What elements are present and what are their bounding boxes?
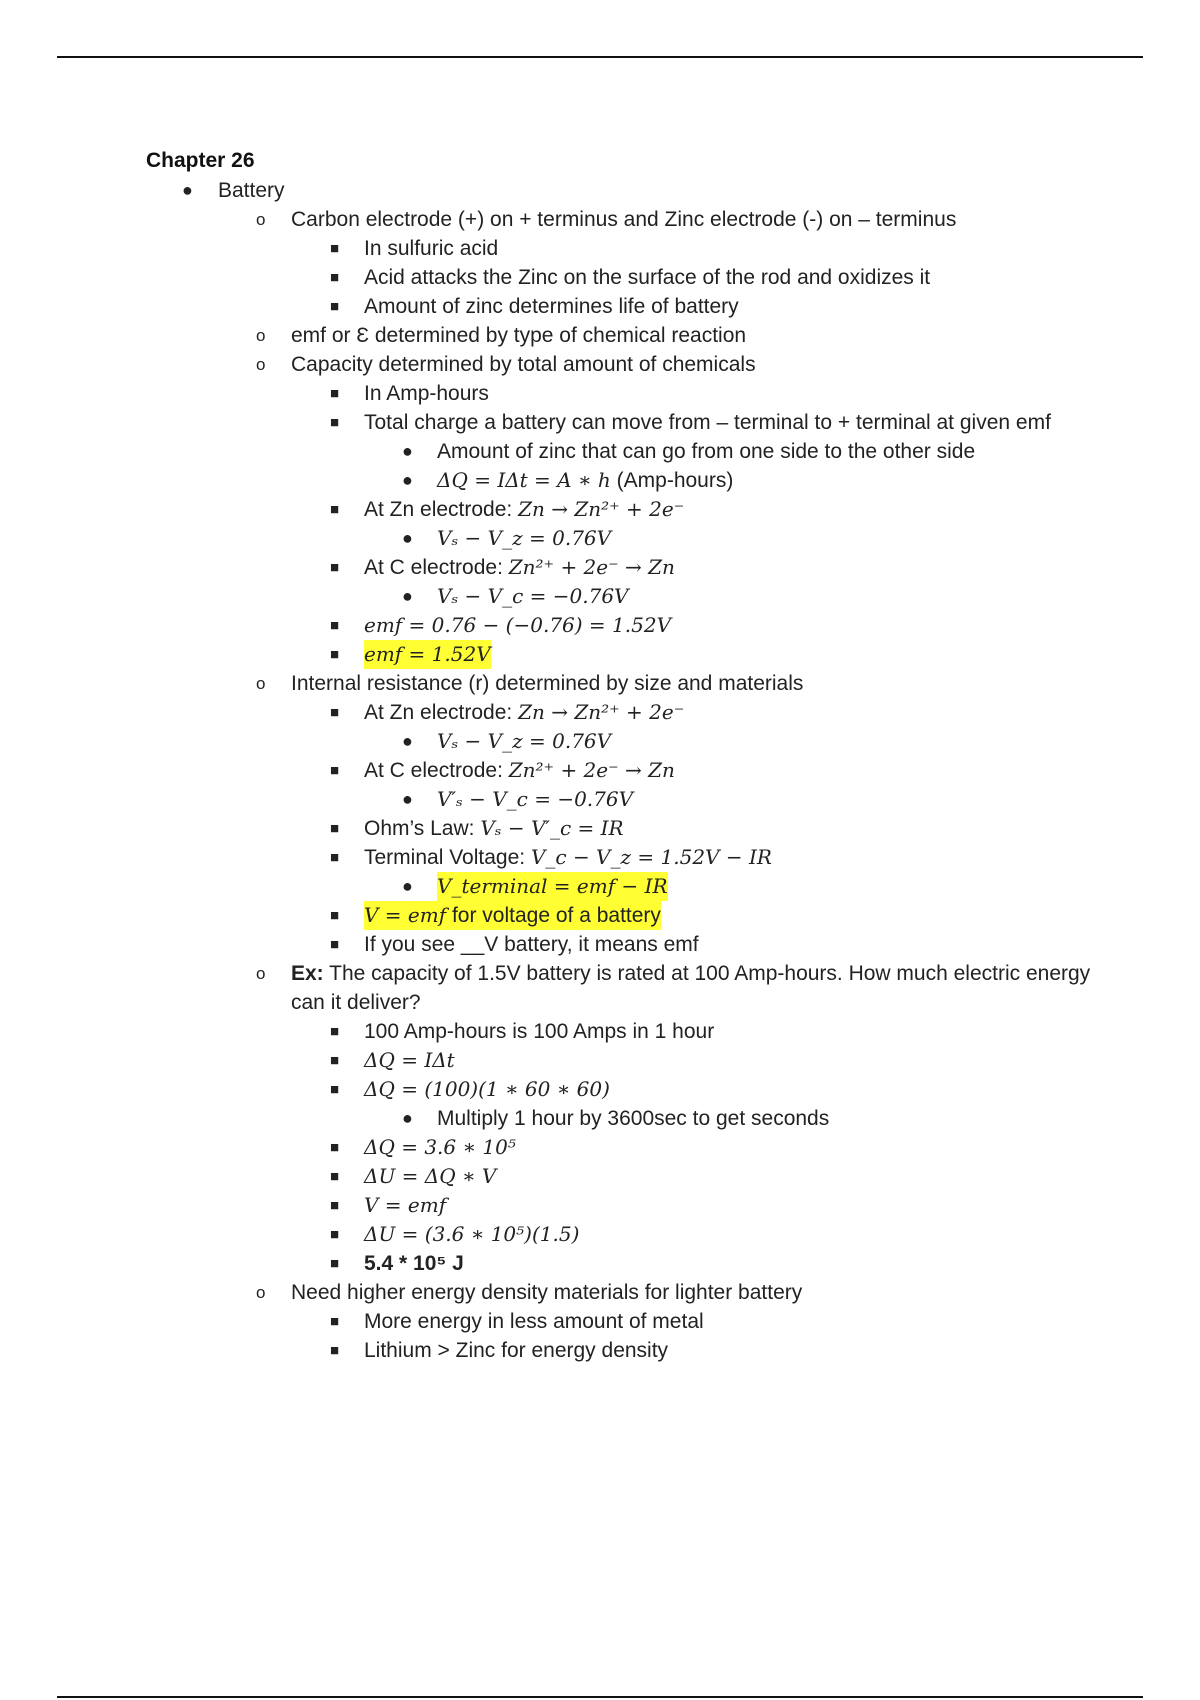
outline-line <box>146 524 1086 553</box>
line-content <box>364 237 498 260</box>
outline-line <box>146 1162 1086 1191</box>
bullet-marker: ● <box>402 731 413 751</box>
line-content <box>218 179 285 202</box>
line-text: Amount of zinc that can go from one side to the other side <box>437 440 976 463</box>
line-text: Multiply 1 hour by 3600sec to get seconds <box>437 1107 830 1130</box>
bullet-marker: ● <box>402 1108 413 1128</box>
line-content <box>364 817 624 840</box>
math-expression: ΔQ = (100)(1 ∗ 60 ∗ 60) <box>364 1077 610 1101</box>
bullet-marker: ● <box>402 528 413 548</box>
outline-line <box>146 1220 1086 1249</box>
line-text: Amount of zinc determines life of battery <box>364 295 739 318</box>
bullet-marker: o <box>256 210 266 229</box>
bullet-marker: ● <box>402 586 413 606</box>
bullet-marker: ■ <box>330 907 340 924</box>
line-content <box>364 498 684 521</box>
outline-line <box>146 1017 1086 1046</box>
bullet-marker: ■ <box>330 559 340 576</box>
bullet-marker: ■ <box>330 1226 340 1243</box>
bullet-marker: ■ <box>330 385 340 402</box>
line-content <box>364 382 489 405</box>
line-content <box>364 901 661 930</box>
line-text: At C electrode: <box>364 759 509 782</box>
line-text: emf or Ɛ determined by type of chemical reaction <box>291 324 747 347</box>
bullet-marker: ■ <box>330 414 340 431</box>
line-text: Capacity determined by total amount of chemicals <box>291 353 756 376</box>
bottom-rule <box>57 1696 1143 1698</box>
line-text: In Amp-hours <box>364 382 489 405</box>
bullet-marker: ● <box>402 876 413 896</box>
bullet-marker: ■ <box>330 617 340 634</box>
bullet-marker: ■ <box>330 1139 340 1156</box>
line-content <box>364 846 772 869</box>
math-expression: Zn²⁺ + 2e⁻ → Zn <box>508 758 675 782</box>
outline-line <box>146 350 1086 379</box>
outline-line <box>146 466 1086 495</box>
outline-line <box>146 669 1086 698</box>
line-content <box>291 1281 802 1304</box>
outline-line <box>146 379 1086 408</box>
line-text: Ohm’s Law: <box>364 817 481 840</box>
line-text: Acid attacks the Zinc on the surface of the rod and oxidizes it <box>364 266 931 289</box>
line-content <box>364 759 675 782</box>
line-text: Need higher energy density materials for lighter battery <box>291 1281 803 1304</box>
line-content <box>291 208 956 231</box>
bullet-marker: o <box>256 355 266 374</box>
line-content <box>364 266 930 289</box>
outline-line <box>146 292 1086 321</box>
outline-line <box>146 756 1086 785</box>
outline-line <box>146 640 1086 669</box>
math-expression: Vₛ − V_z = 0.76V <box>437 729 612 753</box>
bullet-marker: ■ <box>330 240 340 257</box>
math-expression: V = emf <box>364 903 447 927</box>
math-expression: Zn → Zn²⁺ + 2e⁻ <box>518 700 685 724</box>
line-content <box>364 1049 455 1072</box>
line-text: In sulfuric acid <box>364 237 499 260</box>
line-content <box>437 1107 829 1130</box>
bullet-marker: ■ <box>330 1081 340 1098</box>
line-content <box>291 962 1090 1014</box>
bullet-marker: ■ <box>330 762 340 779</box>
outline-line <box>146 553 1086 582</box>
line-content <box>437 527 611 550</box>
line-content <box>364 933 699 956</box>
example-label: Ex: <box>291 962 324 985</box>
outline-line <box>146 1075 1086 1104</box>
notes-outline <box>146 176 1091 1365</box>
line-text: Total charge a battery can move from – terminal to + terminal at given emf <box>364 411 1051 434</box>
math-expression: ΔQ = IΔt = A ∗ h <box>437 468 611 492</box>
math-expression: emf = 1.52V <box>364 642 491 666</box>
line-text: If you see __V battery, it means emf <box>364 933 699 956</box>
line-text: 5.4 * 10⁵ J <box>364 1252 464 1275</box>
outline-line <box>146 814 1086 843</box>
line-text: At C electrode: <box>364 556 509 579</box>
line-content <box>291 353 756 376</box>
bullet-marker: ■ <box>330 1052 340 1069</box>
outline-line <box>146 234 1086 263</box>
bullet-marker: o <box>256 326 266 345</box>
bullet-marker: ■ <box>330 820 340 837</box>
line-text: Lithium > Zinc for energy density <box>364 1339 669 1362</box>
line-suffix: for voltage of a battery <box>446 904 661 927</box>
line-text: Carbon electrode (+) on + terminus and Zinc electrode (-) on – terminus <box>291 208 957 231</box>
outline-line <box>146 321 1086 350</box>
bullet-marker: ■ <box>330 704 340 721</box>
line-suffix: (Amp-hours) <box>610 469 734 492</box>
line-text: At Zn electrode: <box>364 701 519 724</box>
math-expression: Zn → Zn²⁺ + 2e⁻ <box>518 497 685 521</box>
bullet-marker: ■ <box>330 269 340 286</box>
line-content <box>291 672 803 695</box>
bullet-marker: ● <box>402 470 413 490</box>
outline-line <box>146 727 1086 756</box>
line-content <box>364 1078 610 1101</box>
math-expression: ΔU = ΔQ ∗ V <box>364 1164 497 1188</box>
line-text: Battery <box>218 179 285 202</box>
bullet-marker: ■ <box>330 1023 340 1040</box>
bullet-marker: ● <box>182 180 193 200</box>
line-content <box>364 1136 516 1159</box>
line-content <box>364 1020 714 1043</box>
bullet-marker: o <box>256 1283 266 1302</box>
outline-line <box>146 611 1086 640</box>
outline-line <box>146 872 1086 901</box>
outline-line <box>146 1133 1086 1162</box>
math-expression: V = emf <box>364 1193 447 1217</box>
math-expression: ΔQ = 3.6 ∗ 10⁵ <box>364 1135 516 1159</box>
line-content <box>364 701 684 724</box>
line-content <box>291 324 746 347</box>
line-content <box>364 1339 668 1362</box>
bullet-marker: ■ <box>330 1313 340 1330</box>
outline-line <box>146 930 1086 959</box>
outline-line <box>146 1046 1086 1075</box>
outline-line <box>146 205 1086 234</box>
math-expression: Vₛ − V′_c = IR <box>480 816 624 840</box>
bullet-marker: ■ <box>330 1168 340 1185</box>
outline-line <box>146 698 1086 727</box>
bullet-marker: o <box>256 674 266 693</box>
line-content <box>437 730 611 753</box>
math-expression: V_c − V_z = 1.52V − IR <box>530 845 772 869</box>
line-content <box>437 469 733 492</box>
outline-line <box>146 785 1086 814</box>
math-expression: ΔU = (3.6 ∗ 10⁵)(1.5) <box>364 1222 580 1246</box>
line-content <box>364 411 1051 434</box>
line-content <box>364 556 675 579</box>
line-content <box>364 1310 704 1333</box>
line-content <box>437 872 668 901</box>
line-content <box>364 295 739 318</box>
line-content <box>364 1165 496 1188</box>
outline-line <box>146 959 1091 1017</box>
line-content <box>364 640 491 669</box>
line-text: At Zn electrode: <box>364 498 519 521</box>
math-expression: ΔQ = IΔt <box>364 1048 455 1072</box>
math-expression: V_terminal = emf − IR <box>437 874 668 898</box>
outline-line <box>146 1278 1086 1307</box>
line-content <box>437 788 633 811</box>
bullet-marker: ■ <box>330 849 340 866</box>
outline-line <box>146 408 1092 437</box>
outline-line <box>146 901 1086 930</box>
outline-line <box>146 495 1086 524</box>
outline-line <box>146 1104 1086 1133</box>
outline-line <box>146 1191 1086 1220</box>
bullet-marker: ■ <box>330 298 340 315</box>
line-content <box>364 1223 579 1246</box>
outline-line <box>146 263 1086 292</box>
outline-line <box>146 1307 1086 1336</box>
line-content <box>364 614 671 637</box>
outline-line <box>146 176 1086 205</box>
bullet-marker: ■ <box>330 646 340 663</box>
bullet-marker: ■ <box>330 936 340 953</box>
bullet-marker: ■ <box>330 1255 340 1272</box>
line-content <box>437 440 975 463</box>
outline-line <box>146 1249 1086 1278</box>
line-content <box>364 1252 464 1275</box>
bullet-marker: ■ <box>330 1342 340 1359</box>
line-content <box>437 585 629 608</box>
line-text: 100 Amp-hours is 100 Amps in 1 hour <box>364 1020 715 1043</box>
bullet-marker: ■ <box>330 501 340 518</box>
outline-line <box>146 1336 1086 1365</box>
outline-line <box>146 843 1086 872</box>
bullet-marker: ● <box>402 441 413 461</box>
bullet-marker: ■ <box>330 1197 340 1214</box>
bullet-marker: ● <box>402 789 413 809</box>
outline-line <box>146 582 1086 611</box>
line-content <box>364 1194 446 1217</box>
math-expression: V′ₛ − V_c = −0.76V <box>437 787 634 811</box>
line-text: More energy in less amount of metal <box>364 1310 704 1333</box>
top-rule <box>57 56 1143 58</box>
bullet-marker: o <box>256 964 266 983</box>
document-body <box>146 146 1091 1365</box>
math-expression: Zn²⁺ + 2e⁻ → Zn <box>508 555 675 579</box>
line-text: Internal resistance (r) determined by size and materials <box>291 672 804 695</box>
math-expression: emf = 0.76 − (−0.76) = 1.52V <box>364 613 672 637</box>
line-text: The capacity of 1.5V battery is rated at 100 Amp-hours. How much electric energy can it deliver? <box>291 962 1091 1014</box>
line-text: Terminal Voltage: <box>364 846 531 869</box>
math-expression: Vₛ − V_z = 0.76V <box>437 526 612 550</box>
outline-line <box>146 437 1086 466</box>
chapter-heading: Chapter 26 <box>146 149 255 172</box>
math-expression: Vₛ − V_c = −0.76V <box>437 584 629 608</box>
